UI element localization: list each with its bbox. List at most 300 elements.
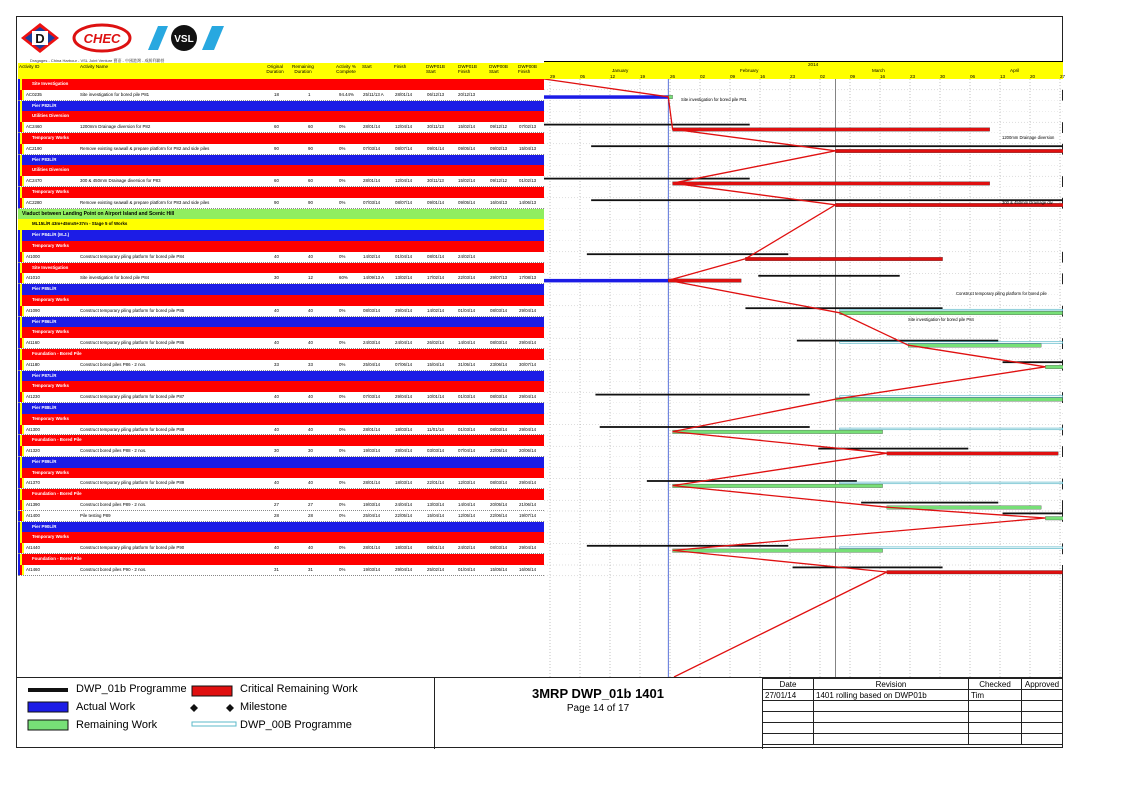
original-duration: 90 (274, 199, 279, 205)
timeline-week-label: 20 (1030, 74, 1036, 79)
table-row (18, 425, 544, 436)
start-date: 28/01/14 (363, 124, 381, 130)
original-duration: 40 (274, 426, 279, 432)
dwp01b-bar (591, 199, 1063, 201)
activity-id: AI1300 (26, 426, 40, 432)
timeline-week-label: 12 (610, 74, 616, 79)
finish-date: 28/01/14 (395, 91, 413, 97)
group-header-row (18, 101, 544, 112)
gantt-row-bg (544, 317, 1063, 328)
activity-name: Construct temporary piling platform for bored pile P88 (80, 426, 185, 432)
dwp01b-start: 14/02/14 (427, 307, 445, 313)
original-duration: 18 (274, 91, 279, 97)
finish-date: 24/04/14 (395, 340, 413, 346)
table-row (18, 90, 544, 101)
timeline-week-label: 23 (910, 74, 916, 79)
gantt-row-bg (544, 165, 1063, 176)
critical-work-bar (745, 257, 942, 261)
gantt-row-bg (544, 263, 1063, 274)
rev-checked: Tim (969, 690, 1022, 701)
remaining-duration: 40 (308, 426, 313, 432)
dwp01b-start: 30/11/13 (427, 178, 444, 184)
remaining-duration: 40 (308, 253, 313, 259)
row-indent-band (18, 241, 24, 252)
original-duration: 60 (274, 124, 279, 130)
legend-swatch-dwp01b (28, 688, 68, 692)
gantt-row-bg (544, 133, 1063, 144)
group-header-row (18, 284, 544, 295)
dwp00b-start: 29/07/13 (490, 275, 508, 281)
activity-id: AI1090 (26, 307, 40, 313)
start-date: 19/03/14 (363, 448, 381, 454)
rev-date: 27/01/14 (763, 690, 814, 701)
row-indent-band (18, 457, 24, 468)
group-label: Pier P88L/R (32, 404, 57, 410)
dwp01b-finish: 31/05/14 (458, 361, 476, 367)
timeline-month-feb: February (740, 68, 759, 73)
dwp00b-start: 22/05/14 (490, 448, 508, 454)
gantt-row-bg (544, 403, 1063, 414)
dwp00b-finish: 29/04/14 (519, 545, 537, 551)
dwp00b-bar (840, 309, 1063, 311)
dwp00b-start: 16/04/13 (490, 199, 508, 205)
timeline-week-label: 05 (580, 74, 586, 79)
activity-name: Construct temporary piling platform for bored pile P90 (80, 545, 185, 551)
dwp01b-bar (587, 545, 788, 547)
legend (16, 677, 435, 749)
critical-work-bar (673, 128, 990, 132)
group-label: Pier P87L/R (32, 372, 57, 378)
row-indent-band (18, 414, 24, 425)
row-indent-band (18, 79, 24, 90)
dragages-logo (20, 22, 60, 54)
dwp00b-finish: 29/04/14 (519, 307, 537, 313)
rev-description: 1401 rolling based on DWP01b (814, 690, 969, 701)
row-indent-band (18, 522, 24, 533)
timeline-week-label: 16 (760, 74, 766, 79)
timeline-week-label: 19 (640, 74, 646, 79)
finish-date: 07/06/14 (395, 361, 413, 367)
remaining-duration: 40 (308, 480, 313, 486)
group-header-row (18, 209, 544, 220)
row-indent-band (18, 532, 24, 543)
timeline-month-apr: April (1010, 68, 1020, 73)
dwp01b-start: 30/11/13 (427, 124, 444, 130)
group-header-row (18, 468, 544, 479)
group-header-row (18, 371, 544, 382)
revision-table (762, 678, 1063, 745)
activity-id: AI1180 (26, 361, 40, 367)
timeline-week-label: 02 (820, 74, 826, 79)
dwp01b-start: 11/01/14 (427, 426, 444, 432)
remaining-duration: 90 (308, 199, 313, 205)
activity-name: Site investigation for bored pile P81 (80, 91, 150, 97)
dwp00b-finish: 29/04/14 (519, 426, 537, 432)
rev-header-date: Date (763, 679, 814, 690)
row-indent-band (18, 468, 24, 479)
legend-swatch-actual (28, 702, 68, 712)
row-indent-band (18, 565, 24, 575)
logo-caption: Dragages - China Harbour - VSL Joint Venture 寶嘉 - 中國港灣 - 威勝利聯營 (30, 58, 165, 63)
percent-complete: 60% (339, 275, 348, 281)
activity-name: 300 & 450mm Drainage diversion for P83 (80, 178, 161, 184)
col-activity-name: Activity Name (80, 64, 109, 69)
finish-date: 13/02/14 (395, 275, 413, 281)
dwp01b-finish: 22/03/14 (458, 275, 476, 281)
remaining-work-bar (673, 430, 883, 434)
gantt-bar-label: 1200mm Drainage diversion (1002, 135, 1055, 140)
activity-id: AC2460 (26, 124, 42, 130)
legend-milestone-icon-right (226, 704, 234, 712)
svg-text:CHEC: CHEC (83, 31, 121, 46)
remaining-duration: 28 (308, 512, 313, 518)
group-header-row (18, 241, 544, 252)
percent-complete: 0% (339, 340, 346, 346)
col-percent-complete: Activity % Complete (336, 64, 356, 74)
timeline-week-label: 29 (550, 74, 556, 79)
col-finish: Finish (394, 64, 407, 69)
finish-date: 18/03/14 (395, 426, 413, 432)
dwp00b-start: 08/03/14 (490, 480, 508, 486)
dwp01b-start: 26/02/14 (427, 340, 445, 346)
start-date: 25/04/14 (363, 361, 381, 367)
group-label: Temporary Works (32, 469, 69, 475)
critical-work-bar (887, 571, 1063, 575)
group-header-row (18, 79, 544, 90)
group-header-row (18, 403, 544, 414)
critical-work-bar (673, 182, 990, 186)
original-duration: 28 (274, 512, 279, 518)
row-indent-band (18, 371, 24, 382)
table-row (18, 198, 544, 209)
group-header-row (18, 414, 544, 425)
group-header-row (18, 165, 544, 176)
col-dwp00b-start: DWP00B Start (489, 64, 508, 74)
remaining-work-bar (835, 398, 1062, 402)
start-date: 19/03/14 (363, 566, 381, 572)
percent-complete: 0% (339, 394, 346, 400)
percent-complete: 0% (339, 253, 346, 259)
col-dwp01b-finish: DWP01B Finish (458, 64, 477, 74)
col-dwp00b-finish: DWP00B Finish (518, 64, 537, 74)
finish-date: 12/04/14 (395, 178, 413, 184)
table-row (18, 543, 544, 554)
start-date: 28/01/14 (363, 545, 381, 551)
dwp00b-start: 09/02/13 (490, 145, 508, 151)
table-row (18, 360, 544, 371)
rev-header-approved: Approved (1022, 679, 1063, 690)
rev-approved (1022, 690, 1063, 701)
start-date: 28/01/14 (363, 426, 381, 432)
group-header-row (18, 435, 544, 446)
dwp01b-finish: 15/02/14 (458, 178, 476, 184)
row-indent-band (18, 101, 24, 112)
group-label: Pier P83L/R (32, 156, 57, 162)
activity-name: Construct bored piles P86 - 2 nos. (80, 361, 147, 367)
group-label: Pier P85L/R (32, 286, 57, 292)
dwp00b-finish: 07/02/13 (519, 124, 537, 130)
gantt-row-bg (544, 219, 1063, 230)
group-label: Utilities Diversion (32, 167, 70, 173)
activity-name: 1200mm Drainage diversion for P82 (80, 124, 151, 130)
group-label: Temporary Works (32, 242, 69, 248)
timeline-year: 2014 (808, 62, 819, 67)
timeline-header (544, 61, 1066, 81)
percent-complete: 0% (339, 178, 346, 184)
dwp01b-bar (793, 567, 943, 569)
row-indent-band (18, 306, 24, 316)
table-row (18, 565, 544, 576)
group-header-row (18, 187, 544, 198)
dwp01b-finish: 24/02/14 (458, 253, 476, 259)
activity-table (18, 79, 544, 576)
start-date: 07/03/14 (363, 394, 381, 400)
row-indent-band (18, 338, 24, 348)
activity-name: Construct bored piles P90 - 2 nos. (80, 566, 147, 572)
activity-id: AI1400 (26, 512, 40, 518)
remaining-duration: 90 (308, 145, 313, 151)
activity-id: AC0235 (26, 91, 42, 97)
revision-block (762, 677, 1063, 749)
row-indent-band (18, 133, 24, 144)
dwp00b-finish: 17/08/13 (519, 275, 537, 281)
table-row (18, 392, 544, 403)
dwp01b-finish: 12/03/14 (458, 480, 476, 486)
percent-complete: 0% (339, 480, 346, 486)
critical-work-bar (835, 149, 1063, 153)
row-indent-band (18, 122, 24, 132)
start-date: 25/04/14 (363, 512, 381, 518)
activity-name: Construct temporary piling platform for bored pile P86 (80, 340, 185, 346)
rev-header-revision: Revision (814, 679, 969, 690)
dwp01b-finish: 15/02/14 (458, 124, 476, 130)
group-header-row (18, 522, 544, 533)
dwp00b-finish: 29/04/14 (519, 340, 537, 346)
original-duration: 31 (274, 566, 279, 572)
group-label: Temporary Works (32, 415, 69, 421)
table-row (18, 273, 544, 284)
activity-id: AI1370 (26, 480, 40, 486)
finish-date: 01/04/14 (395, 253, 413, 259)
timeline-week-label: 02 (700, 74, 706, 79)
start-date: 28/01/14 (363, 178, 381, 184)
row-indent-band (18, 327, 24, 338)
dwp00b-finish: 30/07/14 (519, 361, 537, 367)
dwp00b-bar (840, 428, 1063, 430)
gantt-row-bg (544, 155, 1063, 166)
row-indent-band (18, 317, 24, 328)
original-duration: 30 (274, 275, 279, 281)
row-indent-band (18, 543, 24, 553)
group-header-row (18, 155, 544, 166)
gantt-bar-label: Construct temporary piling platform for bored pile (956, 291, 1047, 296)
group-header-row (18, 317, 544, 328)
start-date: 24/03/14 (363, 340, 381, 346)
finish-date: 12/04/14 (395, 124, 413, 130)
percent-complete: 0% (339, 199, 346, 205)
original-duration: 30 (274, 448, 279, 454)
dwp00b-start: 23/06/14 (490, 361, 508, 367)
percent-complete: 0% (339, 512, 346, 518)
original-duration: 40 (274, 545, 279, 551)
dwp01b-finish: 01/03/14 (458, 394, 476, 400)
dwp00b-start: 08/03/14 (490, 307, 508, 313)
dwp00b-start: 22/06/14 (490, 512, 508, 518)
gantt-row-bg (544, 295, 1063, 306)
row-indent-band (18, 500, 24, 510)
table-row (18, 122, 544, 133)
row-indent-band (18, 381, 24, 392)
dwp01b-start: 09/01/14 (427, 145, 445, 151)
logo-strip (20, 20, 226, 56)
finish-date: 08/07/14 (395, 145, 413, 151)
gantt-row-bg (544, 111, 1063, 122)
row-indent-band (18, 230, 24, 241)
row-indent-band (18, 252, 24, 262)
timeline-week-label: 16 (880, 74, 886, 79)
legend-remaining-label: Remaining Work (76, 719, 158, 731)
group-header-row (18, 327, 544, 338)
group-header-row (18, 295, 544, 306)
dwp01b-bar (544, 124, 750, 126)
gantt-row-bg (544, 241, 1063, 252)
table-row (18, 144, 544, 155)
dwp00b-start: 08/03/14 (490, 426, 508, 432)
legend-swatch-critical (192, 686, 232, 696)
remaining-duration: 30 (308, 448, 313, 454)
legend-dwp00b-label: DWP_00B Programme (240, 719, 352, 731)
start-date: 25/11/13 A (363, 91, 384, 97)
percent-complete: 0% (339, 307, 346, 313)
row-indent-band (18, 435, 24, 446)
dwp00b-start: 08/03/14 (490, 394, 508, 400)
dwp01b-finish: 24/02/14 (458, 545, 476, 551)
page-number: Page 14 of 17 (566, 703, 630, 714)
group-label: Temporary Works (32, 383, 69, 389)
group-label: Pier P82L/R (32, 102, 57, 108)
row-indent-band (18, 187, 24, 198)
dwp00b-finish: 29/04/14 (519, 394, 537, 400)
gantt-row-bg (544, 327, 1063, 338)
percent-complete: 0% (339, 145, 346, 151)
gantt-bar-label: Site investigation for bored pile P81 (681, 97, 747, 102)
group-label: Foundation - Bored Pile (32, 437, 82, 443)
dwp01b-finish: 07/04/14 (458, 448, 476, 454)
legend-critical-label: Critical Remaining Work (240, 683, 358, 695)
timeline-week-label: 06 (970, 74, 976, 79)
dwp00b-finish: 20/06/14 (519, 448, 537, 454)
dwp01b-start: 13/03/14 (427, 502, 445, 508)
remaining-work-bar (1045, 517, 1063, 521)
group-label: ML15L/R 43m+45mx5+37m - Stage 5 of Works (32, 221, 128, 227)
group-label: Temporary Works (32, 188, 69, 194)
row-indent-band (18, 198, 24, 208)
legend-milestone-icon-left (190, 704, 198, 712)
gantt-row-bg (544, 101, 1063, 112)
actual-work-bar (544, 279, 668, 283)
gantt-bar-label: Site investigation for bored pile P84 (908, 317, 974, 322)
group-header-row (18, 230, 544, 241)
group-label: Pier P86L/R (32, 318, 57, 324)
dwp00b-finish: 15/04/13 (519, 145, 537, 151)
gantt-row-bg (544, 230, 1063, 241)
table-row (18, 338, 544, 349)
group-label: Pier P90L/R (32, 523, 57, 529)
table-row (18, 446, 544, 457)
svg-text:D: D (35, 31, 45, 46)
activity-id: AI1000 (26, 253, 40, 259)
timeline-month-mar: March (872, 68, 885, 73)
dwp01b-finish: 01/04/14 (458, 307, 476, 313)
dwp01b-start: 09/01/14 (427, 199, 445, 205)
original-duration: 40 (274, 480, 279, 486)
remaining-work-bar (673, 484, 883, 488)
group-header-row (18, 219, 544, 230)
dwp01b-bar (587, 253, 788, 255)
gantt-row-bg (544, 79, 1063, 90)
activity-id: AI1460 (26, 566, 40, 572)
dwp00b-finish: 14/06/13 (519, 199, 537, 205)
row-indent-band (18, 111, 24, 122)
gantt-row-bg (544, 468, 1063, 479)
row-indent-band (18, 263, 24, 274)
dwp01b-start: 03/03/14 (427, 448, 445, 454)
remaining-duration: 33 (308, 361, 313, 367)
col-dwp01b-start: DWP01B Start (426, 64, 445, 74)
timeline-week-label: 26 (670, 74, 676, 79)
start-date: 14/02/14 (363, 253, 381, 259)
remaining-duration: 60 (308, 178, 313, 184)
row-indent-band (18, 90, 24, 100)
dwp01b-start: 17/02/14 (427, 275, 445, 281)
start-date: 07/03/14 (363, 199, 381, 205)
remaining-duration: 27 (308, 502, 313, 508)
remaining-work-bar (1045, 365, 1063, 369)
activity-id: AI1160 (26, 340, 40, 346)
row-indent-band (18, 425, 24, 435)
gantt-row-bg (544, 209, 1063, 220)
group-label: Foundation - Bored Pile (32, 556, 82, 562)
finish-date: 18/03/14 (395, 545, 413, 551)
group-label: Site Investigation (32, 264, 69, 270)
remaining-duration: 12 (308, 275, 313, 281)
activity-id: AI1390 (26, 502, 40, 508)
timeline-week-label: 23 (790, 74, 796, 79)
percent-complete: 0% (339, 502, 346, 508)
gantt-bar-label: 300 & 450mm Drainage div (1002, 200, 1053, 205)
dwp01b-finish: 14/04/14 (458, 340, 476, 346)
dwp01b-finish: 12/05/14 (458, 512, 476, 518)
dwp01b-bar (595, 394, 809, 396)
dwp01b-bar (647, 480, 857, 482)
start-date: 14/09/13 A (363, 275, 384, 281)
percent-complete: 0% (339, 124, 346, 130)
finish-date: 24/04/14 (395, 502, 413, 508)
activity-name: Remove existing seawall & prepare platform for P83 and side piles (80, 199, 210, 205)
finish-date: 29/04/14 (395, 307, 413, 313)
rev-header-checked: Checked (969, 679, 1022, 690)
dwp01b-bar (1003, 513, 1063, 515)
col-start: Start (362, 64, 372, 69)
group-header-row (18, 133, 544, 144)
percent-complete: 0% (339, 426, 346, 432)
finish-date: 29/04/14 (395, 566, 413, 572)
dwp00b-finish: 19/07/14 (519, 512, 537, 518)
group-label: Temporary Works (32, 296, 69, 302)
remaining-work-bar (840, 311, 1063, 315)
dwp01b-start: 25/02/14 (427, 566, 445, 572)
dwp01b-finish: 01/03/14 (458, 426, 476, 432)
